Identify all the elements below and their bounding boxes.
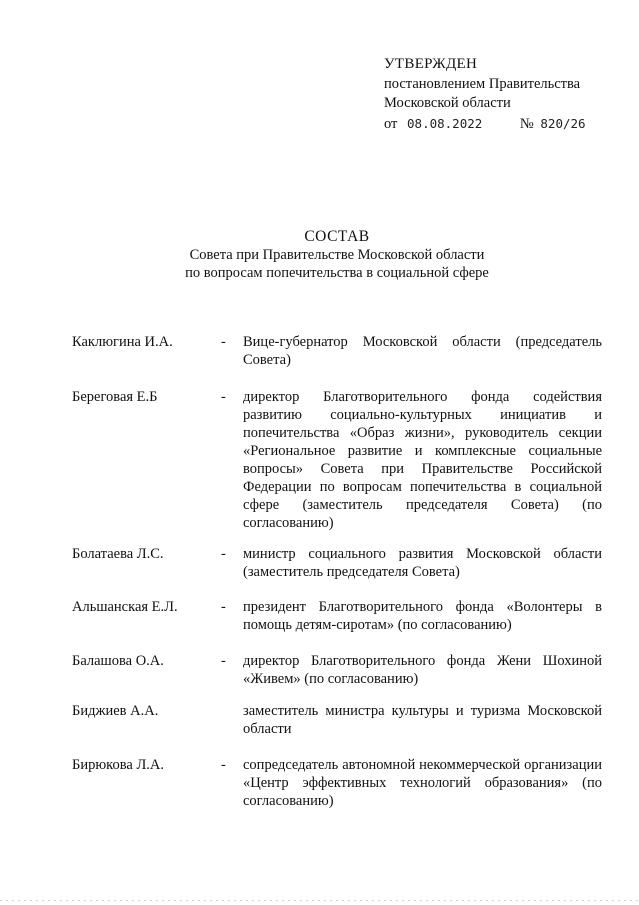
member-name: Альшанская Е.Л. <box>72 599 178 615</box>
approval-stamp <box>384 55 586 134</box>
approval-line-2: Московской области <box>384 95 511 111</box>
member-dash: - <box>221 757 226 773</box>
approval-line-1: постановлением Правительства <box>384 75 581 92</box>
member-description: сопредседатель автономной некоммерческой организации «Центр эффективных технологий образования» (по согласованию) <box>243 757 602 809</box>
title-sub-2: по вопросам попечительства в социальной сфере <box>185 265 489 281</box>
member-name: Балашова О.А. <box>72 653 164 669</box>
approval-date: 08.08.2022 <box>407 115 483 131</box>
member-description: директор Благотворительного фонда содействия развитию социально-культурных инициатив и попечительства «Образ жизни», руководитель секции «Региональное развитие и комплексные социальные вопросы» Совета при Правительстве Российской Федерации по вопросам попечительства в социальной сфере (заместитель председателя Совета) (по согласованию) <box>243 389 602 531</box>
member-description: президент Благотворительного фонда «Волонтеры в помощь детям-сиротам» (по согласованию) <box>243 599 602 633</box>
member-description: заместитель министра культуры и туризма Московской области <box>243 703 602 737</box>
approval-heading: УТВЕРЖДЕН <box>384 56 478 72</box>
member-description: директор Благотворительного фонда Жени Шохиной «Живем» (по согласованию) <box>243 653 602 687</box>
member-description: Вице-губернатор Московской области (председатель Совета) <box>243 334 602 368</box>
title-main: СОСТАВ <box>304 228 370 245</box>
member-name: Каклюгина И.А. <box>72 334 173 350</box>
member-description: министр социального развития Московской области (заместитель председателя Совета) <box>243 546 602 580</box>
member-dash: - <box>221 334 226 350</box>
member-name: Биджиев А.А. <box>72 703 159 719</box>
member-dash: - <box>221 389 226 405</box>
member-name: Болатаева Л.С. <box>72 546 164 562</box>
number-prefix: № <box>519 115 534 132</box>
title-sub-1: Совета при Правительстве Московской области <box>189 247 485 263</box>
member-name: Бирюкова Л.А. <box>72 757 164 773</box>
approval-date-line <box>384 114 586 135</box>
date-prefix: от <box>384 115 398 132</box>
member-name: Береговая Е.Б <box>72 389 158 405</box>
approval-number: 820/26 <box>540 115 586 131</box>
scan-edge-line <box>0 900 639 901</box>
member-dash: - <box>221 599 226 615</box>
member-dash: - <box>221 653 226 669</box>
member-dash: - <box>221 546 226 562</box>
document-title <box>160 228 514 282</box>
